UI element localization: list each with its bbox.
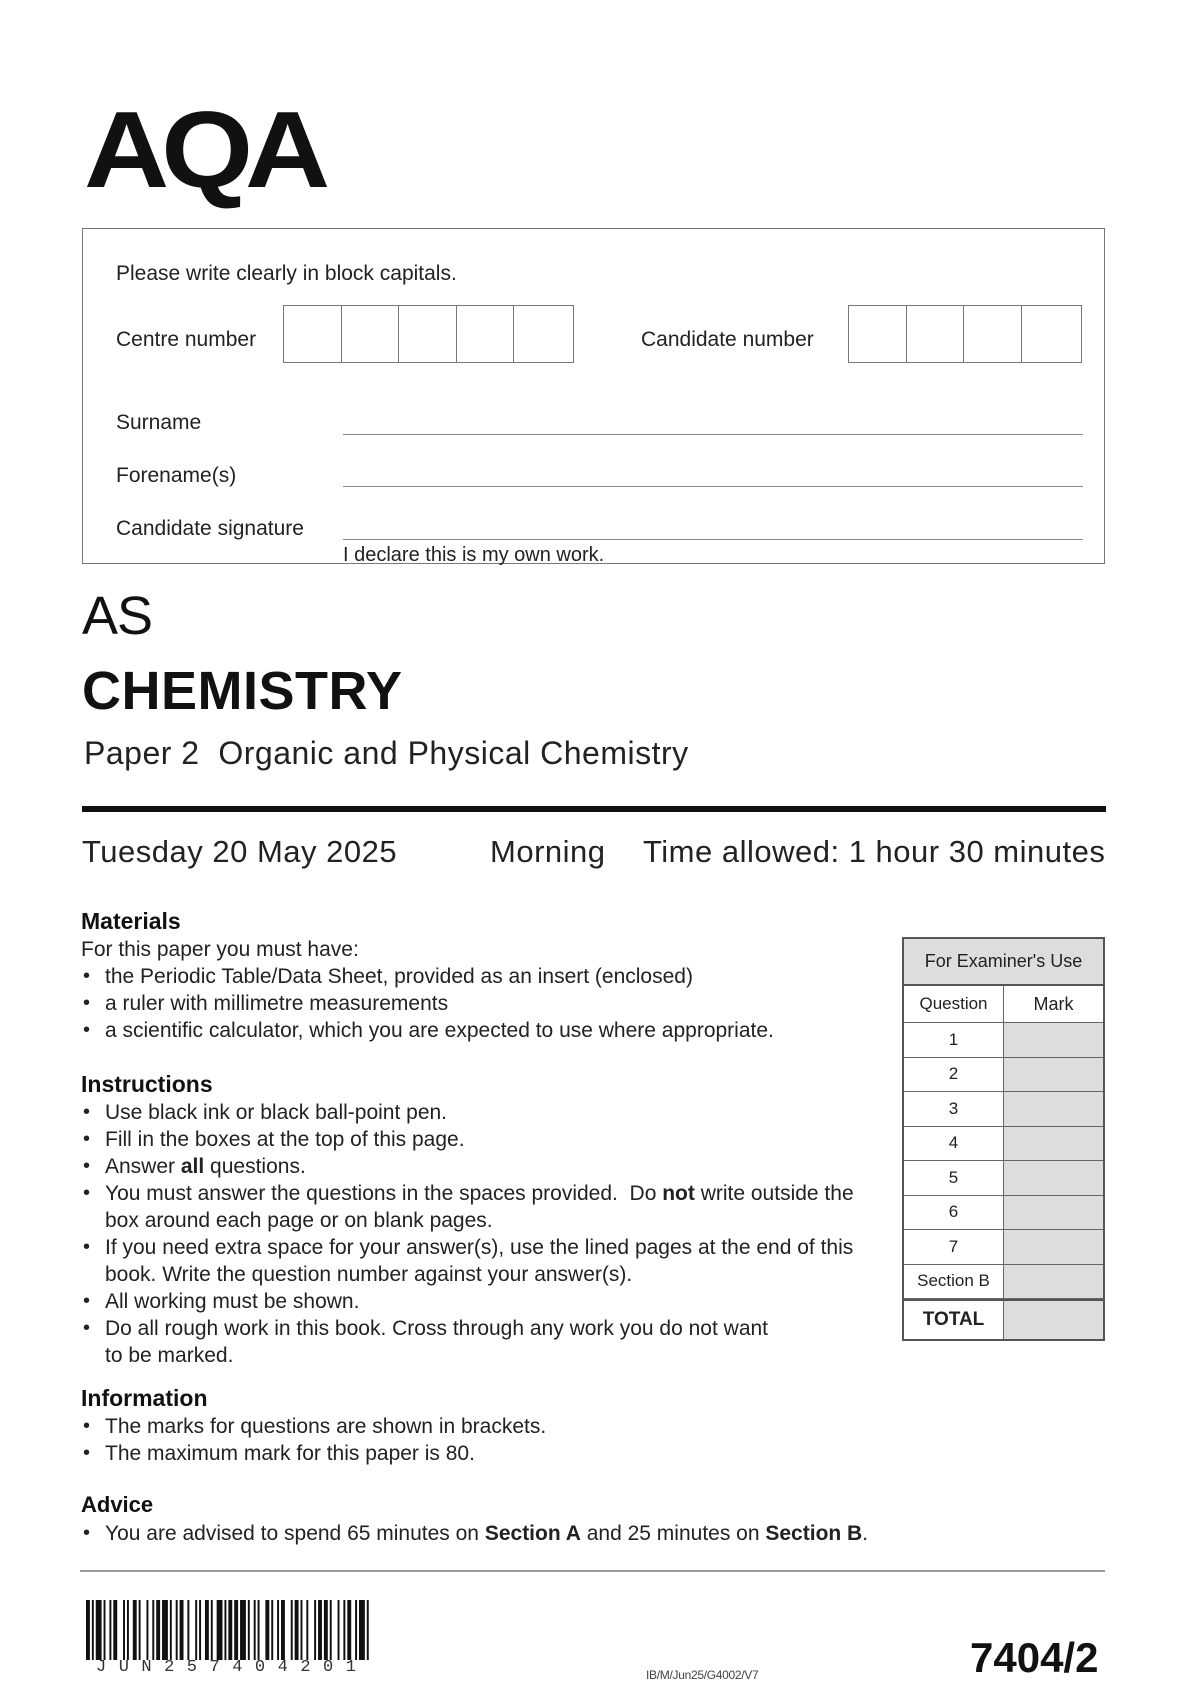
list-item: • Do all rough work in this book. Cross through any work you do not want to be marked.	[81, 1315, 781, 1369]
centre-number-cell[interactable]	[514, 306, 572, 362]
information-heading: Information	[81, 1385, 208, 1411]
mark-cell	[1004, 1058, 1103, 1092]
section-a-emphasis: Section A	[484, 1522, 581, 1545]
table-row	[904, 1161, 1103, 1196]
forenames-label: Forename(s)	[116, 464, 237, 487]
list-item	[81, 1180, 871, 1234]
barcode-image	[86, 1600, 474, 1660]
question-number: 3	[904, 1092, 1004, 1126]
mark-cell	[1004, 1230, 1103, 1264]
centre-number-cell[interactable]	[457, 306, 515, 362]
list-item: • The maximum mark for this paper is 80.	[81, 1440, 881, 1467]
total-mark-cell	[1004, 1301, 1103, 1339]
title-divider	[82, 806, 1106, 812]
not-emphasis: not	[662, 1182, 695, 1205]
examiner-table-heading: For Examiner's Use	[904, 939, 1103, 986]
question-column-header: Question	[904, 986, 1004, 1022]
centre-number-label: Centre number	[116, 328, 257, 351]
list-item: • The marks for questions are shown in brackets.	[81, 1413, 881, 1440]
materials-heading: Materials	[81, 908, 181, 934]
answer-all-suffix: questions.	[204, 1155, 306, 1178]
forenames-field[interactable]	[343, 486, 1083, 487]
mark-column-header: Mark	[1004, 986, 1103, 1022]
subject-title: CHEMISTRY	[82, 661, 403, 721]
exam-date: Tuesday 20 May 2025	[82, 834, 398, 869]
advice-text-1: You are advised to spend 65 minutes on	[105, 1522, 485, 1545]
candidate-number-cell[interactable]	[849, 306, 907, 362]
total-label: TOTAL	[904, 1301, 1004, 1339]
mark-cell	[1004, 1127, 1103, 1161]
candidate-number-label: Candidate number	[641, 328, 814, 351]
block-capitals-instruction: Please write clearly in block capitals.	[116, 262, 457, 285]
centre-number-cell[interactable]	[399, 306, 457, 362]
list-item: • the Periodic Table/Data Sheet, provided as an insert (enclosed)	[81, 963, 841, 990]
signature-field[interactable]	[343, 539, 1083, 540]
candidate-number-cell[interactable]	[1022, 306, 1080, 362]
answer-all-emphasis: all	[180, 1155, 205, 1178]
exam-session: Morning	[490, 834, 606, 869]
list-item: • Use black ink or black ball-point pen.	[81, 1099, 881, 1126]
table-row	[904, 1265, 1103, 1300]
footer-divider	[80, 1570, 1105, 1572]
question-number: 4	[904, 1127, 1004, 1161]
centre-number-cell[interactable]	[284, 306, 342, 362]
examiner-use-table	[902, 937, 1105, 1341]
list-item: • a ruler with millimetre measurements	[81, 990, 841, 1017]
materials-list	[81, 963, 841, 1044]
list-item: • a scientific calculator, which you are expected to use where appropriate.	[81, 1017, 841, 1044]
mark-cell	[1004, 1161, 1103, 1195]
list-item: • If you need extra space for your answer(s), use the lined pages at the end of this book. Write the question number against your answer(s).	[81, 1234, 871, 1288]
centre-number-cell[interactable]	[342, 306, 400, 362]
mark-cell	[1004, 1196, 1103, 1230]
examiner-table-header-row	[904, 986, 1103, 1023]
paper-title: Paper 2 Organic and Physical Chemistry	[84, 735, 689, 771]
list-item	[81, 1520, 981, 1547]
time-allowed: Time allowed: 1 hour 30 minutes	[643, 834, 1106, 869]
question-number: 5	[904, 1161, 1004, 1195]
mark-cell	[1004, 1023, 1103, 1057]
surname-field[interactable]	[343, 434, 1083, 435]
barcode-number: JUN257404201	[96, 1658, 369, 1677]
advice-text-3: .	[862, 1522, 869, 1545]
table-row	[904, 1023, 1103, 1058]
table-row	[904, 1092, 1103, 1127]
surname-label: Surname	[116, 411, 202, 434]
declaration-text: I declare this is my own work.	[343, 544, 605, 566]
instruction-spaces-text: You must answer the questions in the spaces provided. Do	[105, 1182, 663, 1205]
question-number: Section B	[904, 1265, 1004, 1299]
centre-number-boxes[interactable]	[283, 305, 574, 363]
information-list	[81, 1413, 881, 1467]
answer-all-prefix: Answer	[105, 1155, 181, 1178]
section-b-emphasis: Section B	[765, 1522, 863, 1545]
instructions-list	[81, 1099, 881, 1369]
table-row	[904, 1058, 1103, 1093]
table-row	[904, 1127, 1103, 1162]
list-item: • All working must be shown.	[81, 1288, 881, 1315]
table-row	[904, 1230, 1103, 1265]
candidate-number-cell[interactable]	[907, 306, 965, 362]
advice-heading: Advice	[81, 1492, 154, 1517]
level-title: AS	[82, 586, 153, 646]
list-item	[81, 1153, 881, 1180]
table-row	[904, 1196, 1103, 1231]
instructions-heading: Instructions	[81, 1071, 213, 1097]
question-number: 6	[904, 1196, 1004, 1230]
paper-code: 7404/2	[970, 1634, 1099, 1681]
candidate-number-boxes[interactable]	[848, 305, 1082, 363]
candidate-number-cell[interactable]	[964, 306, 1022, 362]
document-reference: IB/M/Jun25/G4002/V7	[646, 1668, 759, 1682]
total-row	[904, 1299, 1103, 1339]
mark-cell	[1004, 1265, 1103, 1299]
question-number: 2	[904, 1058, 1004, 1092]
advice-text-2: and 25 minutes on	[580, 1522, 766, 1545]
signature-label: Candidate signature	[116, 517, 304, 540]
aqa-logo: AQA	[84, 89, 323, 211]
instruction-spaces-text-2: write outside the box around each page or on blank pages.	[105, 1182, 854, 1232]
materials-intro: For this paper you must have:	[81, 938, 359, 961]
mark-cell	[1004, 1092, 1103, 1126]
question-number: 7	[904, 1230, 1004, 1264]
list-item: • Fill in the boxes at the top of this page.	[81, 1126, 881, 1153]
advice-list	[81, 1520, 981, 1547]
question-number: 1	[904, 1023, 1004, 1057]
